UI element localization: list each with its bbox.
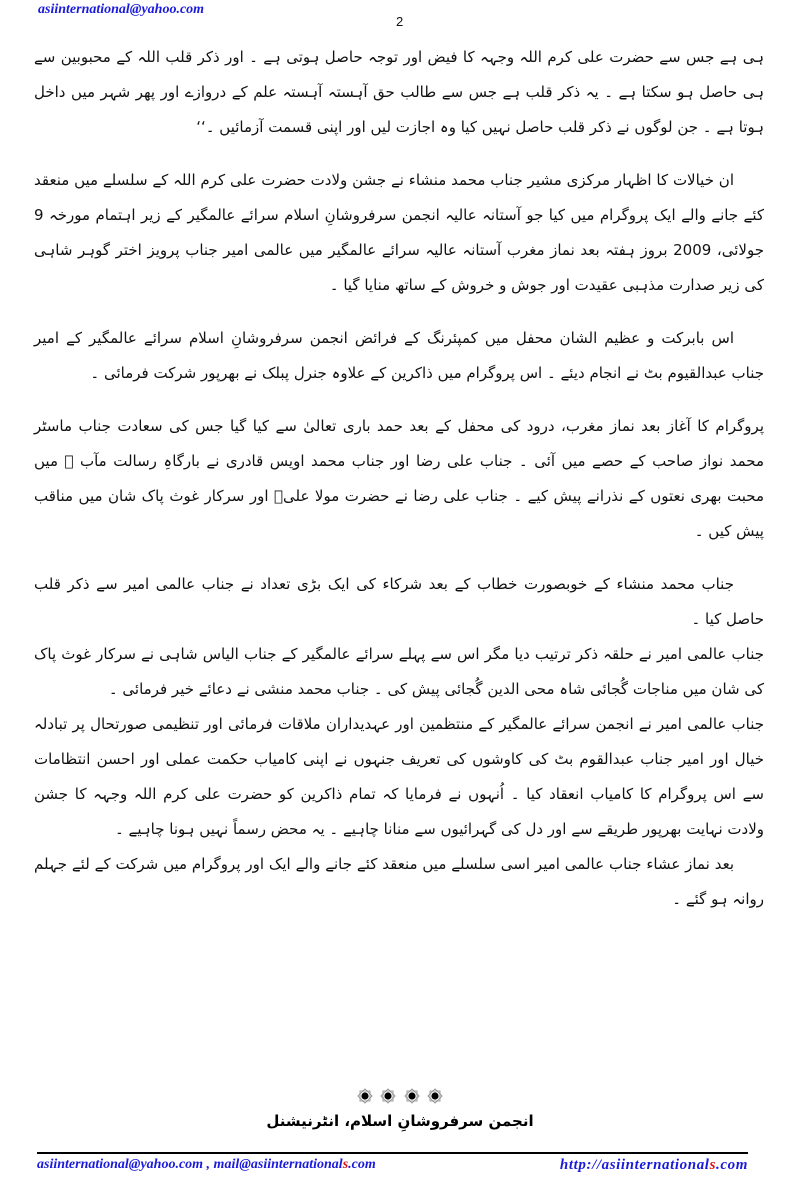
footer-website-link[interactable] (560, 1157, 748, 1174)
ornament-divider (0, 1088, 800, 1108)
page-number: 2 (396, 14, 404, 29)
paragraph-8: بعد نماز عشاء جناب عالمی امیر اسی سلسلے میں منعقد کئے جانے والے ایک اور پروگرام میں شرکت کے لئے جہلم روانہ ہو گئے ۔ (34, 855, 764, 908)
paragraph-7: جناب عالمی امیر نے انجمن سرائے عالمگیر کے منتظمین اور عہدیداران ملاقات فرمائی اور تنظیمی صورتحال پر تبادلہ خیال اور امیر جناب عبدالقوم بٹ کی کاوشوں کی تعریف جنہوں نے اپنی کامیاب حکمت عملی اور احسن انتظامات سے اس پروگرام کا کامیاب انعقاد کیا ۔ اُنہوں نے فرمایا کہ تمام ذاکرین کو حضرت علی کرم اللہ وجہہ کا جشن ولادت نہایت بھرپور طریقے سے اور دل کی گہرائیوں سے منانا چاہیے ۔ یہ محض رسماً نہیں ہونا چاہیے ۔ (34, 715, 764, 838)
paragraph-3: اس بابرکت و عظیم الشان محفل میں کمپئرنگ کے فرائض انجمن سرفروشانِ اسلام سرائے عالمگیر کے امیر جناب عبدالقیوم بٹ نے انجام دیئے ۔ اس پروگرام میں ذاکرین کے علاوہ جنرل پبلک نے بھرپور شرکت فرمائی ۔ (34, 329, 764, 382)
footer-contact-highlight[interactable]: s (342, 1157, 349, 1172)
paragraph-5: جناب محمد منشاء کے خوبصورت خطاب کے بعد شرکاء کی ایک بڑی تعداد نے جناب عالمی امیر سے ذکر قلب حاصل کیا ۔ (34, 575, 764, 628)
website-highlight[interactable]: s (709, 1157, 717, 1173)
website-suffix[interactable]: .com (716, 1157, 748, 1173)
organization-name: انجمن سرفروشانِ اسلام، انٹرنیشنل (266, 1112, 534, 1130)
header-email[interactable]: asiinternational@yahoo.com (38, 2, 205, 17)
paragraph-4: پروگرام کا آغاز بعد نماز مغرب، درود کی محفل کے بعد حمد باری تعالیٰ سے کیا گیا جس کی سعادت جناب ماسٹر محمد نواز صاحب کے حصے میں آئی ۔ جناب علی رضا اور جناب محمد اویس قادری نے بارگاہِ رسالت مآب ﷺ میں محبت بھری نعتوں کے نذرانے پیش کیے ۔ جناب علی رضا نے حضرت مولا علیؑ اور سرکار غوث پاک شان میں مناقب پیش کیں ۔ (34, 417, 764, 540)
footer-divider (37, 1152, 748, 1154)
eight-point-star-icon (357, 1088, 373, 1104)
paragraph-2: ان خیالات کا اظہار مرکزی مشیر جناب محمد منشاء نے جشن ولادت حضرت علی کرم اللہ کے سلسلے میں منعقد کئے جانے والے ایک پروگرام میں کیا جو آستانہ عالیہ انجمن سرفروشانِ اسلام سرائے عالمگیر کے زیر اہتمام مورخہ 9 جولائی، 2009 بروز ہفتہ بعد نماز مغرب آستانہ عالیہ سرائے عالمگیر میں عالمی امیر جناب پرویز اختر گوہر شاہی کی زیر صدارت مذہبی عقیدت اور جوش و خروش کے ساتھ منایا گیا ۔ (34, 171, 764, 294)
footer-contact-suffix[interactable]: .com (348, 1157, 376, 1172)
paragraph-1: ہی ہے جس سے حضرت علی کرم اللہ وجہہ کا فیض اور توجہ حاصل ہوتی ہے ۔ اور ذکر قلب اللہ کے محبوبین سے ہی حاصل ہو سکتا ہے ۔ یہ ذکر قلب ہے جس سے طالب حق آہستہ آہستہ علم کے دروازے اور پھر شہر میں داخل ہوتا ہے ۔ جن لوگوں نے ذکر قلب حاصل نہیں کیا وہ اجازت لیں اور اپنی قسمت آزمائیں ۔‘‘ (34, 48, 764, 136)
footer-contact-prefix[interactable]: asiinternational@yahoo.com , mail@asiinternational (37, 1157, 343, 1172)
paragraph-6: جناب عالمی امیر نے حلقہ ذکر ترتیب دیا مگر اس سے پہلے سرائے عالمگیر کے جناب الیاس شاہی نے سرکار غوث پاک کی شان میں مناجات گُجائی شاہ محی الدین گُجائی پیش کی ۔ جناب محمد منشی نے دعائے خیر فرمائی ۔ (34, 645, 764, 698)
website-prefix[interactable]: http://asiinternational (559, 1157, 710, 1173)
article-body (34, 40, 764, 917)
footer-contact-emails[interactable] (37, 1157, 376, 1173)
eight-point-star-icon (380, 1088, 396, 1104)
eight-point-star-icon (427, 1088, 443, 1104)
eight-point-star-icon (404, 1088, 420, 1104)
